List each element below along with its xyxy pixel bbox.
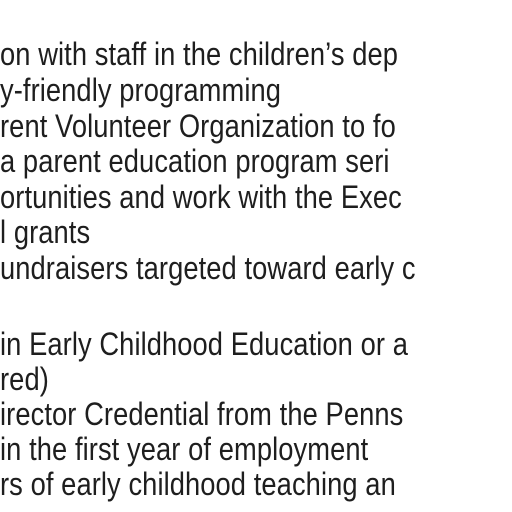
text-line-3: rent Volunteer Organization to fo — [0, 108, 396, 144]
text-line-4: a parent education program seri — [0, 143, 390, 179]
text-line-6: l grants — [0, 214, 91, 250]
text-line-1: on with staff in the children’s dep — [0, 36, 399, 72]
text-line-5: ortunities and work with the Exec — [0, 179, 402, 215]
text-line-7: undraisers targeted toward early c — [0, 250, 416, 286]
text-line-2: y-friendly programming — [0, 72, 282, 108]
text-line-10: red) — [0, 361, 49, 397]
text-line-12: in the first year of employment — [0, 431, 369, 467]
text-line-9: in Early Childhood Education or a — [0, 326, 408, 362]
text-line-13: rs of early childhood teaching an — [0, 466, 396, 502]
text-line-11: irector Credential from the Penns — [0, 396, 404, 432]
